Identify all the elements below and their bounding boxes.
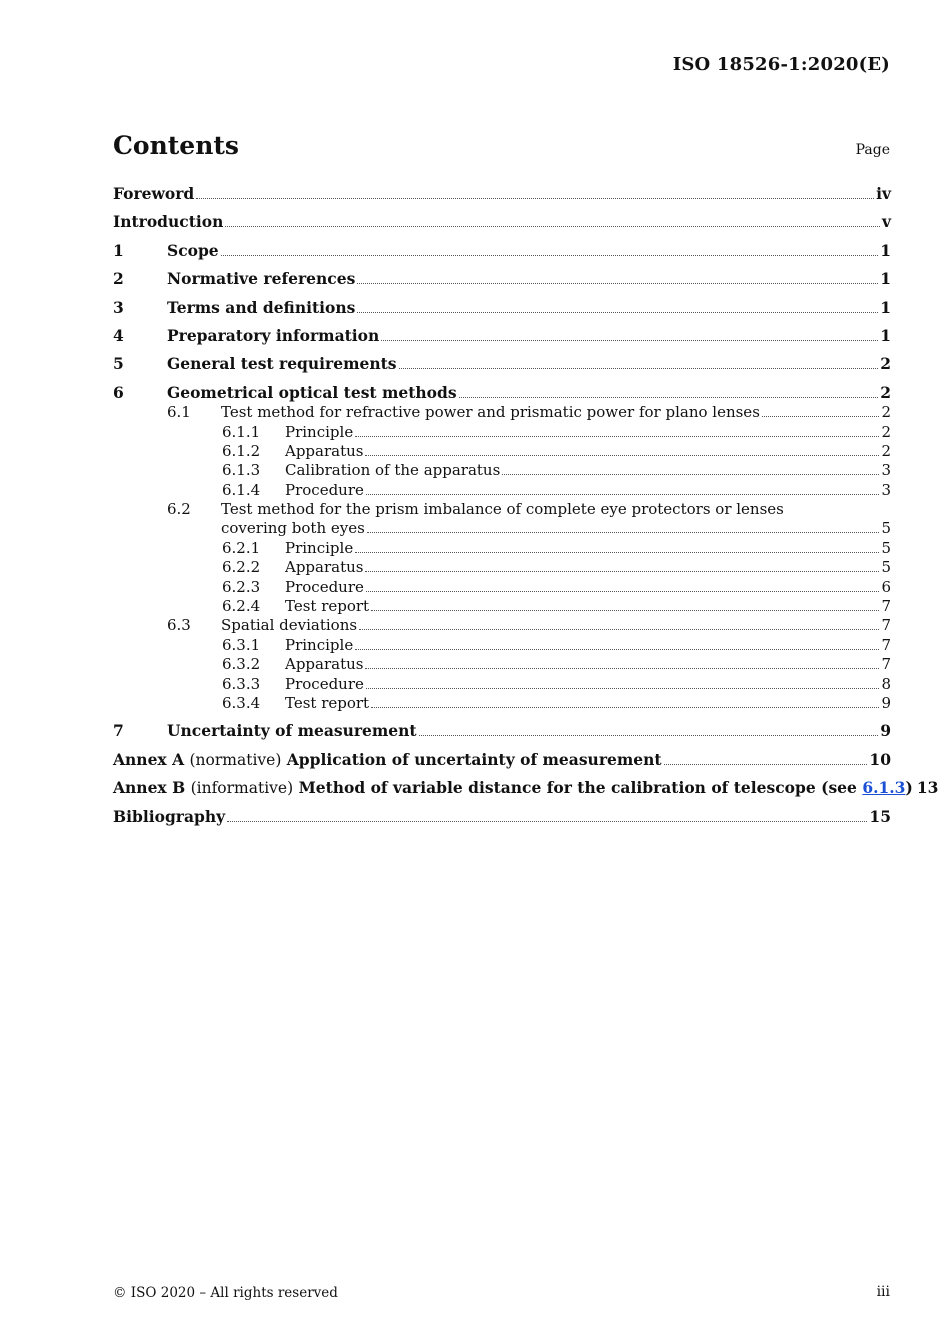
toc-entry-text: General test requirements xyxy=(167,354,397,374)
toc-section-number: 3 xyxy=(113,297,124,317)
toc-entry-line xyxy=(113,518,891,537)
page-number: iii xyxy=(876,1284,890,1300)
dot-leader xyxy=(359,628,879,630)
toc-entry-line xyxy=(113,499,891,518)
toc-entry-foreword[interactable] xyxy=(113,183,891,203)
toc-entry-text: Apparatus xyxy=(285,655,364,674)
toc-entry-text: Procedure xyxy=(285,577,364,596)
toc-entry-general-test-requirements[interactable] xyxy=(113,353,891,373)
toc-section-number: 6.1.4 xyxy=(222,480,261,499)
dot-leader xyxy=(365,667,879,669)
toc-section-number: 6.2.2 xyxy=(222,558,261,577)
dot-leader xyxy=(459,396,879,398)
dot-leader xyxy=(366,493,880,495)
toc-entry-text: Scope xyxy=(167,240,219,260)
toc-page-number: 13 xyxy=(916,778,939,798)
toc-page-number: 7 xyxy=(881,655,891,674)
toc-entry-annex-b[interactable] xyxy=(113,777,939,798)
toc-page-number: v xyxy=(881,212,891,232)
toc-page-number: 1 xyxy=(880,269,891,289)
toc-section-number: 4 xyxy=(113,325,124,345)
toc-page-number: 2 xyxy=(881,422,891,441)
toc-entry-text: covering both eyes xyxy=(221,519,365,538)
toc-page-number: 7 xyxy=(881,616,891,635)
dot-leader xyxy=(196,197,874,199)
annex-type: (informative) xyxy=(190,779,294,798)
toc-entry-6-3-3[interactable] xyxy=(113,673,891,692)
toc-entry-6-1-1[interactable] xyxy=(113,421,891,440)
toc-page-number: 5 xyxy=(881,558,891,577)
toc-section-number: 5 xyxy=(113,354,124,374)
toc-entry-6-2[interactable] xyxy=(113,499,891,538)
toc-entry-text: Preparatory information xyxy=(167,325,380,345)
dot-leader xyxy=(366,590,880,592)
toc-page-number: 3 xyxy=(881,461,891,480)
dot-leader xyxy=(355,648,879,650)
toc-entry-6-1-3[interactable] xyxy=(113,460,891,479)
toc-section-number: 7 xyxy=(113,721,124,741)
annex-type: (normative) xyxy=(189,750,282,769)
toc-section-number: 6.2.3 xyxy=(222,577,261,596)
toc-section-number: 6 xyxy=(113,382,124,402)
dot-leader xyxy=(365,454,879,456)
copyright-notice: © ISO 2020 – All rights reserved xyxy=(113,1285,338,1301)
toc-section-number: 6.1.1 xyxy=(222,422,261,441)
toc-page-number: 1 xyxy=(880,325,891,345)
annex-label: Annex A xyxy=(113,749,185,769)
toc-entry-text: Procedure xyxy=(285,674,364,693)
toc-section-number: 6.2 xyxy=(167,500,191,519)
page-column-label: Page xyxy=(855,142,890,158)
toc-entry-text: Calibration of the apparatus xyxy=(285,461,501,480)
toc-entry-6-3-4[interactable] xyxy=(113,693,891,712)
toc-entry-text: Spatial deviations xyxy=(221,616,358,635)
toc-entry-bibliography[interactable] xyxy=(113,806,891,826)
dot-leader xyxy=(355,435,879,437)
dot-leader xyxy=(762,415,880,417)
toc-entry-text: Foreword xyxy=(113,184,195,203)
toc-entry-6-2-1[interactable] xyxy=(113,537,891,556)
toc-entry-text: Test report xyxy=(285,597,370,616)
dot-leader xyxy=(221,254,879,256)
toc-page-number: 7 xyxy=(881,597,891,616)
toc-page-number: 2 xyxy=(881,441,891,460)
contents-title: Contents xyxy=(113,131,240,160)
dot-leader xyxy=(227,820,867,822)
annex-title-end: ) xyxy=(905,778,913,798)
toc-section-number: 2 xyxy=(113,269,124,289)
toc-entry-normative-references[interactable] xyxy=(113,268,891,288)
dot-leader xyxy=(357,282,878,284)
toc-page-number: 10 xyxy=(869,749,891,769)
toc-entry-text xyxy=(113,750,662,769)
dot-leader xyxy=(367,531,880,533)
toc-page-number: 7 xyxy=(881,635,891,654)
annex-title: Method of variable distance for the calibration of telescope (see xyxy=(298,778,857,798)
toc-section-number: 6.1.3 xyxy=(222,461,261,480)
toc-entry-text: Principle xyxy=(285,635,354,654)
toc-entry-uncertainty-of-measurement[interactable] xyxy=(113,720,891,740)
toc-section-number: 6.3.4 xyxy=(222,693,261,712)
toc-entry-6-2-4[interactable] xyxy=(113,596,891,615)
toc-entry-text: Apparatus xyxy=(285,558,364,577)
toc-entry-annex-a[interactable] xyxy=(113,749,891,769)
toc-entry-text: Principle xyxy=(285,538,354,557)
dot-leader xyxy=(399,367,879,369)
toc-entry-text: Principle xyxy=(285,422,354,441)
toc-page-number: 1 xyxy=(880,240,891,260)
toc-entry-text: Terms and definitions xyxy=(167,297,356,317)
toc-page-number: 5 xyxy=(881,519,891,538)
toc-entry-text: Introduction xyxy=(113,212,224,232)
toc-section-number: 6.2.4 xyxy=(222,597,261,616)
toc-page-number: 8 xyxy=(881,674,891,693)
toc-section-number: 6.3.3 xyxy=(222,674,261,693)
annex-label: Annex B xyxy=(113,778,186,798)
toc-entry-terms-and-definitions[interactable] xyxy=(113,297,891,317)
toc-entry-6-1[interactable] xyxy=(113,402,891,421)
cross-reference-link[interactable]: 6.1.3 xyxy=(862,778,906,798)
toc-section-number: 6.1.2 xyxy=(222,441,261,460)
dot-leader xyxy=(419,734,879,736)
dot-leader xyxy=(371,706,879,708)
dot-leader xyxy=(366,687,880,689)
toc-section-number: 6.1 xyxy=(167,403,191,422)
dot-leader xyxy=(371,609,879,611)
dot-leader xyxy=(225,225,880,227)
toc-entry-6-3[interactable] xyxy=(113,615,891,634)
toc-entry-preparatory-information[interactable] xyxy=(113,325,891,345)
dot-leader xyxy=(355,551,879,553)
toc-entry-text: Uncertainty of measurement xyxy=(167,721,417,741)
dot-leader xyxy=(357,311,878,313)
toc-page-number: 5 xyxy=(881,538,891,557)
dot-leader xyxy=(664,763,868,765)
toc-section-number: 6.3.1 xyxy=(222,635,261,654)
toc-page-number: 9 xyxy=(881,693,891,712)
toc-section-number: 1 xyxy=(113,240,124,260)
toc-entry-text: Test method for the prism imbalance of complete eye protectors or lenses xyxy=(221,500,784,519)
toc-page-number: 2 xyxy=(880,354,891,374)
annex-title: Application of uncertainty of measurement xyxy=(286,749,662,769)
dot-leader xyxy=(381,339,878,341)
toc-entry-6-2-2[interactable] xyxy=(113,557,891,576)
toc-entry-6-2-3[interactable] xyxy=(113,576,891,595)
toc-entry-scope[interactable] xyxy=(113,240,891,260)
toc-entry-text: Procedure xyxy=(285,480,364,499)
dot-leader xyxy=(502,473,879,475)
dot-leader xyxy=(365,570,879,572)
toc-page-number: 15 xyxy=(869,806,891,826)
toc-section-number: 6.2.1 xyxy=(222,538,261,557)
table-of-contents xyxy=(113,183,939,826)
toc-entry-text: Test method for refractive power and prismatic power for plano lenses xyxy=(221,403,760,422)
toc-page-number: 6 xyxy=(881,577,891,596)
document-identifier: ISO 18526-1:2020(E) xyxy=(672,54,890,75)
toc-entry-text xyxy=(113,778,913,797)
toc-entry-text: Geometrical optical test methods xyxy=(167,382,457,402)
toc-page-number: iv xyxy=(876,184,891,203)
toc-entry-text: Apparatus xyxy=(285,441,364,460)
toc-page-number: 2 xyxy=(881,403,891,422)
toc-entry-6-3-1[interactable] xyxy=(113,634,891,653)
toc-entry-6-1-4[interactable] xyxy=(113,479,891,498)
toc-entry-text: Test report xyxy=(285,693,370,712)
toc-page-number: 2 xyxy=(880,382,891,402)
toc-entry-geometrical-optical-test-methods[interactable] xyxy=(113,382,891,402)
toc-page-number: 3 xyxy=(881,480,891,499)
toc-entry-6-3-2[interactable] xyxy=(113,654,891,673)
toc-entry-6-1-2[interactable] xyxy=(113,441,891,460)
toc-page-number: 1 xyxy=(880,297,891,317)
toc-entry-text: Bibliography xyxy=(113,806,226,826)
toc-section-number: 6.3.2 xyxy=(222,655,261,674)
toc-entry-introduction[interactable] xyxy=(113,211,891,231)
toc-section-number: 6.3 xyxy=(167,616,191,635)
toc-entry-text: Normative references xyxy=(167,269,356,289)
toc-page-number: 9 xyxy=(880,721,891,741)
